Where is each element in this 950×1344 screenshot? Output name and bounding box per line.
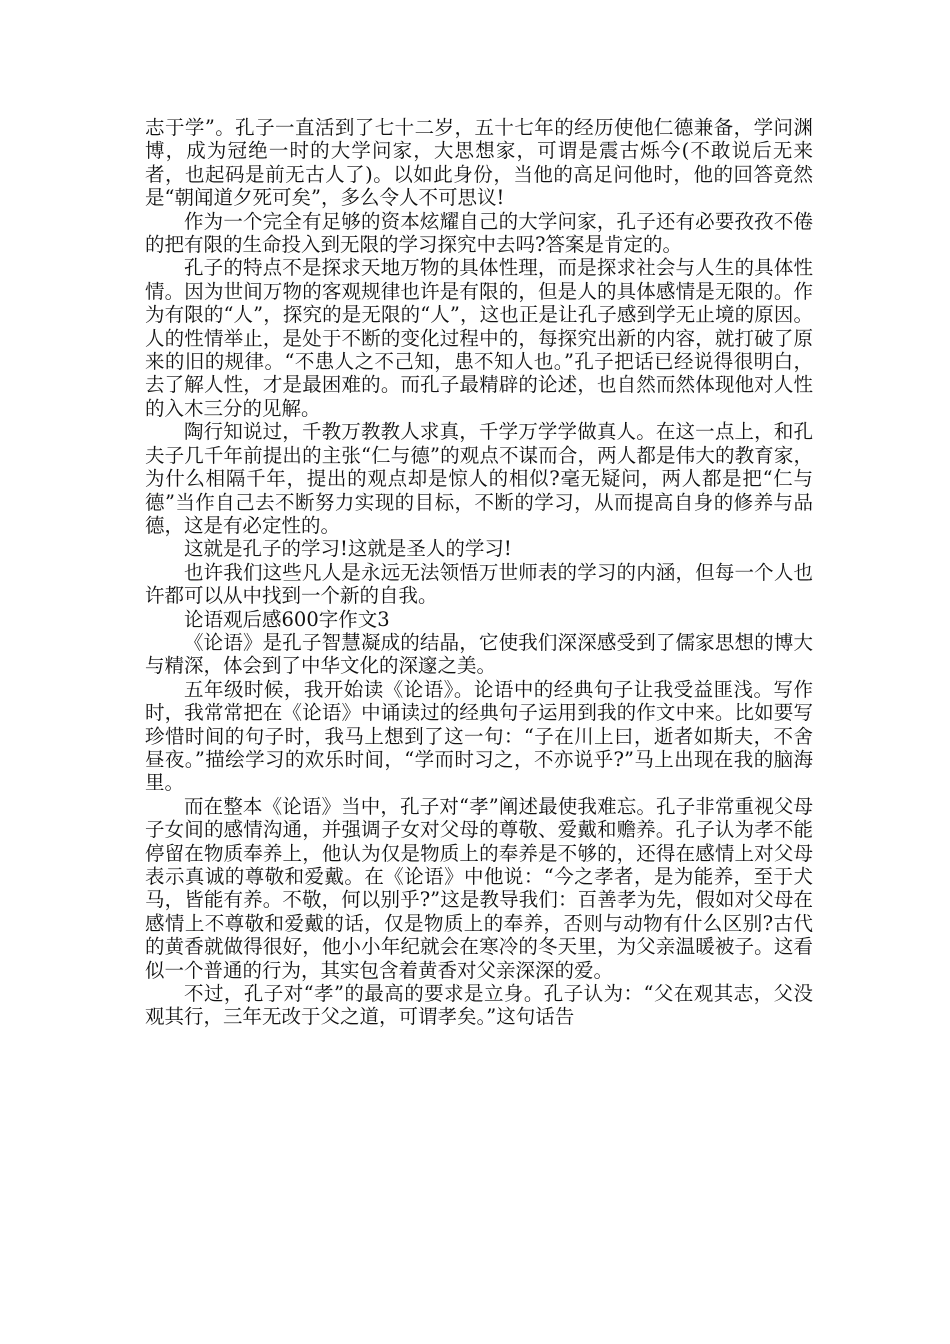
paragraph: 也许我们这些凡人是永远无法领悟万世师表的学习的内涵，但每一个人也许都可以从中找到一个新的自我。: [145, 560, 813, 608]
paragraph: 孔子的特点不是探求天地万物的具体性理，而是探求社会与人生的具体性情。因为世间万物的客观规律也许是有限的，但是人的具体感情是无限的。作为有限的“人”，探究的是无限的“人”，这也正是让孔子感到学无止境的原因。人的性情举止，是处于不断的变化过程中的，每探究出新的内容，就打破了原来的旧的规律。“不患人之不己知，患不知人也。”孔子把话已经说得很明白，去了解人性，才是最困难的。而孔子最精辟的论述，也自然而然体现他对人性的入木三分的见解。: [145, 256, 813, 420]
paragraph: 而在整本《论语》当中，孔子对“孝”阐述最使我难忘。孔子非常重视父母子女间的感情沟通，并强调子女对父母的尊敬、爱戴和赡养。孔子认为孝不能停留在物质奉养上，他认为仅是物质上的奉养是不够的，还得在感情上对父母表示真诚的尊敬和爱戴。在《论语》中他说：“今之孝者，是为能养，至于犬马，皆能有养。不敬，何以别乎?”这是教导我们：百善孝为先，假如对父母在感情上不尊敬和爱戴的话，仅是物质上的奉养，否则与动物有什么区别?古代的黄香就做得很好，他小小年纪就会在寒冷的冬天里，为父亲温暖被子。这看似一个普通的行为，其实包含着黄香对父亲深深的爱。: [145, 794, 813, 982]
section-heading: 论语观后感600字作文3: [184, 607, 390, 631]
paragraph: 《论语》是孔子智慧凝成的结晶，它使我们深深感受到了儒家思想的博大与精深，体会到了中华文化的深邃之美。: [145, 630, 813, 678]
paragraph: 五年级时候，我开始读《论语》。论语中的经典句子让我受益匪浅。写作时，我常常把在《论语》中诵读过的经典句子运用到我的作文中来。比如要写珍惜时间的句子时，我马上想到了这一句：“子在川上曰，逝者如斯夫，不舍昼夜。”描绘学习的欢乐时间，“学而时习之，不亦说乎?”马上出现在我的脑海里。: [145, 677, 813, 795]
paragraph: 不过，孔子对“孝”的最高的要求是立身。孔子认为：“父在观其志，父没观其行，三年无改于父之道，可谓孝矣。”这句话告: [145, 982, 813, 1029]
paragraph: 志于学”。孔子一直活到了七十二岁，五十七年的经历使他仁德兼备，学问渊博，成为冠绝一时的大学问家，大思想家，可谓是震古烁今(不敢说后无来者，也起码是前无古人了)。以如此身份，当他的高足问他时，他的回答竟然是“朝闻道夕死可矣”，多么令人不可思议!: [145, 116, 813, 210]
paragraph: 作为一个完全有足够的资本炫耀自己的大学问家，孔子还有必要孜孜不倦的把有限的生命投入到无限的学习探究中去吗?答案是肯定的。: [145, 209, 813, 257]
paragraph: 这就是孔子的学习!这就是圣人的学习!: [184, 537, 512, 561]
paragraph: 陶行知说过，千教万教教人求真，千学万学学做真人。在这一点上，和孔夫子几千年前提出的主张“仁与德”的观点不谋而合，两人都是伟大的教育家，为什么相隔千年，提出的观点却是惊人的相似?毫无疑问，两人都是把“仁与德”当作自己去不断努力实现的目标，不断的学习，从而提高自身的修养与品德，这是有必定性的。: [145, 420, 813, 537]
document-body: [145, 116, 813, 1029]
